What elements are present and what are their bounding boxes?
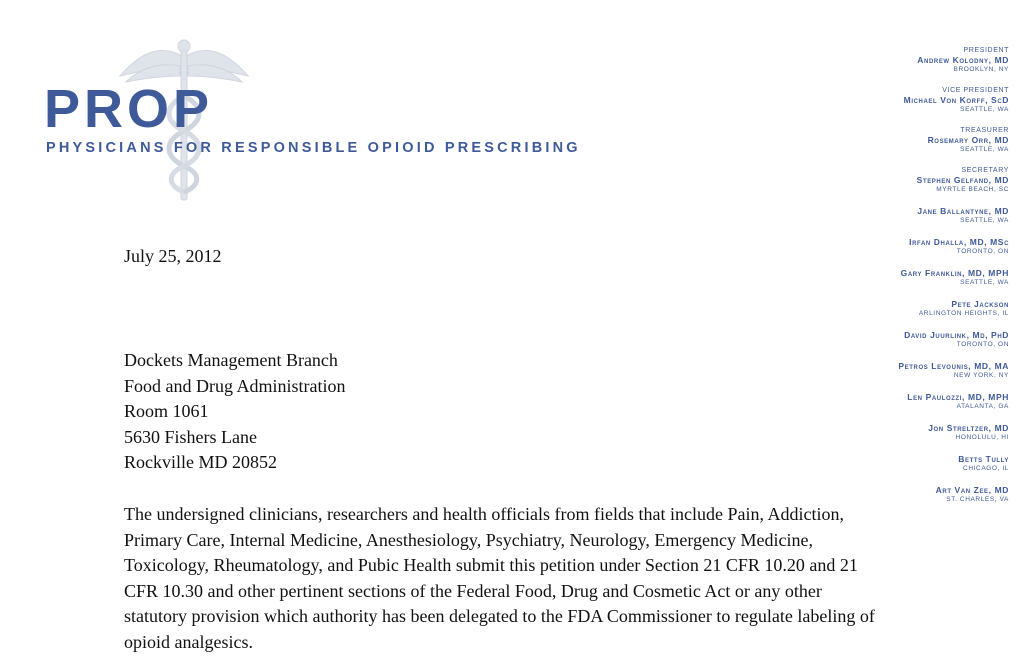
board-member-name: Michael Von Korff, ScD bbox=[903, 95, 1009, 105]
board-member bbox=[829, 268, 1009, 287]
board-member-name: Stephen Gelfand, MD bbox=[916, 175, 1009, 185]
board-member-city: ATALANTA, GA bbox=[956, 403, 1009, 410]
board-member-name: Petros Levounis, MD, MA bbox=[898, 361, 1009, 371]
board-member-name: Jane Ballantyne, MD bbox=[917, 206, 1009, 216]
body-line: CFR 10.30 and other pertinent sections of the Federal Food, Drug and Cosmetic Act or any other bbox=[124, 580, 822, 601]
board-member bbox=[829, 237, 1009, 256]
body-line: Toxicology, Rheumatology, and Pubic Health submit this petition under Section 21 CFR 10.20 and 21 bbox=[124, 555, 858, 575]
board-member-name: David Juurlink, Md, PhD bbox=[904, 330, 1009, 340]
prop-logo bbox=[40, 36, 680, 206]
letter-date: July 25, 2012 bbox=[124, 246, 222, 266]
board-member-name: Irfan Dhalla, MD, MSc bbox=[909, 237, 1009, 247]
board-member-city: BROOKLYN, NY bbox=[953, 66, 1009, 73]
board-member-name: Pete Jackson bbox=[951, 299, 1009, 309]
address-line: Food and Drug Administration bbox=[124, 375, 346, 396]
address-line: 5630 Fishers Lane bbox=[124, 426, 257, 447]
board-member bbox=[829, 330, 1009, 349]
body-line: Primary Care, Internal Medicine, Anesthesiology, Psychiatry, Neurology, Emergency Medicine, bbox=[124, 529, 813, 550]
board-member-city: SEATTLE, WA bbox=[960, 146, 1009, 153]
board-member-name: Len Paulozzi, MD, MPH bbox=[907, 392, 1009, 402]
board-member-role: TREASURER bbox=[960, 127, 1009, 134]
board-member bbox=[829, 86, 1009, 114]
board-member-name: Rosemary Orr, MD bbox=[927, 135, 1009, 145]
board-member-city: NEW YORK, NY bbox=[953, 372, 1009, 379]
board-member bbox=[829, 423, 1009, 442]
board-member-role: PRESIDENT bbox=[963, 47, 1009, 54]
board-member-city: MYRTLE BEACH, SC bbox=[936, 186, 1009, 193]
board-member bbox=[829, 126, 1009, 154]
board-member-city: TORONTO, ON bbox=[956, 341, 1009, 348]
board-member-city: SEATTLE, WA bbox=[960, 217, 1009, 224]
body-line: The undersigned clinicians, researchers and health officials from fields that include Pain, Addiction, bbox=[124, 504, 844, 524]
board-member bbox=[829, 206, 1009, 225]
board-member bbox=[829, 299, 1009, 318]
body-line: statutory provision which authority has been delegated to the FDA Commissioner to regulate labeling of bbox=[124, 606, 875, 626]
board-member-name: Gary Franklin, MD, MPH bbox=[900, 268, 1009, 278]
address-line: Rockville MD 20852 bbox=[124, 452, 277, 472]
board-member-role: SECRETARY bbox=[961, 167, 1009, 174]
address-line: Dockets Management Branch bbox=[124, 350, 338, 370]
board-member-city: SEATTLE, WA bbox=[960, 106, 1009, 113]
address-line: Room 1061 bbox=[124, 401, 209, 421]
board-member-city: TORONTO, ON bbox=[956, 248, 1009, 255]
logo-wordmark: PROP bbox=[44, 79, 214, 139]
letter-body bbox=[124, 502, 944, 655]
board-member-city: CHICAGO, IL bbox=[963, 465, 1009, 472]
logo-tagline: PHYSICIANS FOR RESPONSIBLE OPIOID PRESCRIBING bbox=[46, 140, 581, 156]
board-member-name: Andrew Kolodny, MD bbox=[917, 55, 1009, 65]
board-member bbox=[829, 454, 1009, 473]
board-member-city: HONOLULU, HI bbox=[955, 434, 1009, 441]
board-member bbox=[829, 392, 1009, 411]
board-member bbox=[829, 46, 1009, 74]
board-member-name: Jon Streltzer, MD bbox=[928, 423, 1009, 433]
board-member bbox=[829, 166, 1009, 194]
board-of-directors-list bbox=[829, 46, 1009, 516]
board-member-name: Art Van Zee, MD bbox=[935, 485, 1009, 495]
board-member-role: VICE PRESIDENT bbox=[942, 87, 1009, 94]
recipient-address bbox=[124, 348, 346, 476]
board-member-name: Betts Tully bbox=[958, 454, 1009, 464]
board-member-city: ST. CHARLES, VA bbox=[946, 496, 1009, 503]
board-member bbox=[829, 361, 1009, 380]
board-member-city: SEATTLE, WA bbox=[960, 279, 1009, 286]
body-line: opioid analgesics. bbox=[124, 631, 253, 652]
board-member-city: ARLINGTON HEIGHTS, IL bbox=[918, 310, 1009, 317]
